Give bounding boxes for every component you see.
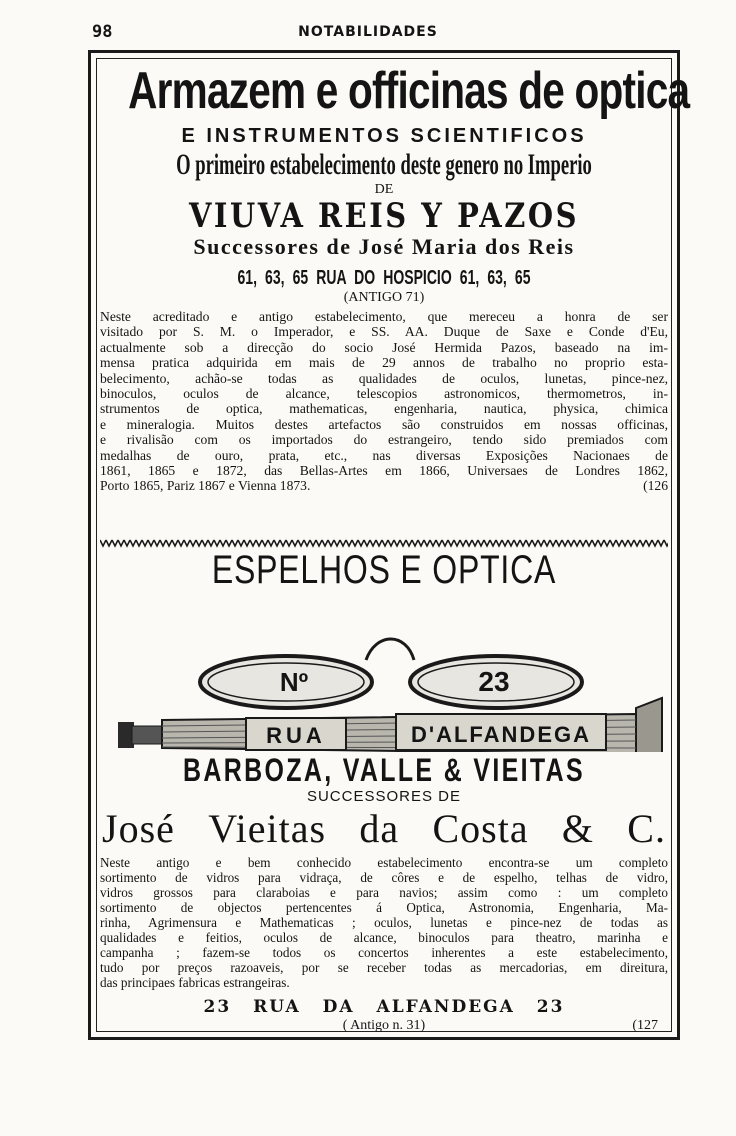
- ad1-body-line: visitado por S. M. o Imperador, e SS. AA. Duque de Saxe e Conde d'Eu,: [100, 324, 668, 340]
- illustration-svg: [96, 592, 672, 752]
- advertisement-optica-reis-pazos: [96, 60, 690, 494]
- ad2-name-word: Costa: [432, 806, 529, 851]
- ad1-de: DE: [374, 182, 394, 197]
- ad2-headline: ESPELHOS E OPTICA: [211, 548, 557, 592]
- ad2-sign-right: D'ALFANDEGA: [410, 722, 592, 747]
- ad1-body-line: strumentos de optica, mathematicas, engenharia, nautica, physica, chimica: [100, 401, 668, 417]
- ad1-body-line: mensa pratica adquirida em mais de 29 annos de trabalho no proprio esta-: [100, 355, 668, 371]
- ornamental-divider: [100, 538, 668, 548]
- ad1-body-line: [100, 478, 668, 493]
- ad1-antigo: (ANTIGO 71): [343, 290, 425, 305]
- ad2-antigo-line: [96, 1018, 672, 1034]
- ad2-antigo: ( Antigo n. 31): [342, 1018, 426, 1033]
- ad1-body-line: 1861, 1865 e 1872, das Bellas-Artes em 1866, Universaes de Londres 1862,: [100, 463, 668, 479]
- telescope-objective: [636, 698, 662, 752]
- spectacles-bridge: [366, 639, 414, 660]
- ad1-subtitle: E INSTRUMENTOS SCIENTIFICOS: [181, 125, 587, 147]
- ad2-name-word: da: [359, 806, 400, 851]
- ad2-sign-left: RUA: [266, 723, 326, 748]
- ad2-name-word: &: [561, 806, 594, 851]
- ad2-body-line: das principaes fabricas estrangeiras.: [100, 975, 290, 990]
- ad1-reference-number: (126: [643, 478, 668, 494]
- ad2-body-line: rinha, Agrimensura e Mathematicas ; oculos, lunetas e pince-nez de todas as: [100, 915, 668, 930]
- ad2-body-line: qualidades e feitios, oculos de alcance, binoculos para theatro, marinha e: [100, 930, 668, 945]
- ad2-number: 23: [478, 666, 510, 697]
- ad1-body-line: belecimento, achão-se todas as qualidades de oculos, lunetas, pince-nez,: [100, 370, 668, 386]
- ad1-body-last-text: Porto 1865, Pariz 1867 e Vienna 1873.: [100, 478, 311, 494]
- ad1-body-line: actualmente sob a direcção do socio José Hermida Pazos, baseado na im-: [100, 339, 668, 355]
- ad1-body-line: e mineralogia. Muitos destes artefactos são construidos em nossas officinas,: [100, 416, 668, 432]
- ad2-body-line: Neste antigo e bem conhecido estabelecimento encontra-se um completo: [100, 855, 668, 870]
- ad2-firm-name: BARBOZA, VALLE & VIEITAS: [183, 752, 585, 788]
- ad2-body-line: sortimento de vidros para vidraça, de côres e de espelho, telhas de vidro,: [100, 870, 668, 885]
- advertisement-espelhos-optica: [96, 548, 672, 1034]
- ad2-body-line: vidros grossos para claraboias e para navios; assim como : um completo: [100, 885, 668, 900]
- ad2-body-line: sortimento de objectos pertencentes á Optica, Astronomia, Engenharia, Ma-: [100, 900, 668, 915]
- ad2-name-word: C.: [627, 806, 666, 851]
- ad1-body-line: binoculos, oculos de alcance, telescopios astronomicos, thermometros, in-: [100, 386, 668, 402]
- ad1-body-line: Neste acreditado e antigo estabelecimento, que mereceu a honra de ser: [100, 309, 668, 324]
- ad1-body-line: medalhas de ouro, prata, etc., nas diversas Exposições Nacionaes de: [100, 447, 668, 463]
- ad2-body: [96, 855, 672, 990]
- running-head: NOTABILIDADES: [298, 24, 438, 40]
- ad1-address: 61, 63, 65 RUA DO HOSPICIO 61, 63, 65: [237, 267, 531, 289]
- ad2-number-label: Nº: [279, 667, 309, 697]
- ad1-headline: Armazem e officinas de optica: [128, 62, 690, 120]
- ad1-firm-name: VIUVA REIS Y PAZOS: [188, 196, 580, 236]
- ad1-body-line: e rivalisão com os importados do estrangeiro, tendo sido premiados com: [100, 432, 668, 448]
- ad2-reference-number: (127: [632, 1018, 658, 1033]
- spectacles-telescope-illustration: [96, 592, 672, 752]
- ad1-body: [96, 309, 672, 494]
- ad2-name-word: José: [102, 806, 175, 851]
- ad2-name-word: Vieitas: [208, 806, 327, 851]
- ad1-tagline: O primeiro estabelecimento deste genero no Imperio: [176, 148, 592, 181]
- ad1-successors: Successores de José Maria dos Reis: [193, 234, 575, 259]
- ad2-street-address: 23 RUA DA ALFANDEGA 23: [203, 997, 565, 1017]
- ad2-successors: SUCCESSORES DE: [306, 788, 462, 805]
- ad2-body-line: campanha ; fazem-se todos os concertos inherentes a este estabelecimento,: [100, 945, 668, 960]
- ad2-body-line: tudo por preços razoaveis, por se receber todas as mercadorias, em direitura,: [100, 960, 668, 975]
- page-number: 98: [92, 22, 113, 42]
- ad2-predecessor-name: [96, 806, 672, 852]
